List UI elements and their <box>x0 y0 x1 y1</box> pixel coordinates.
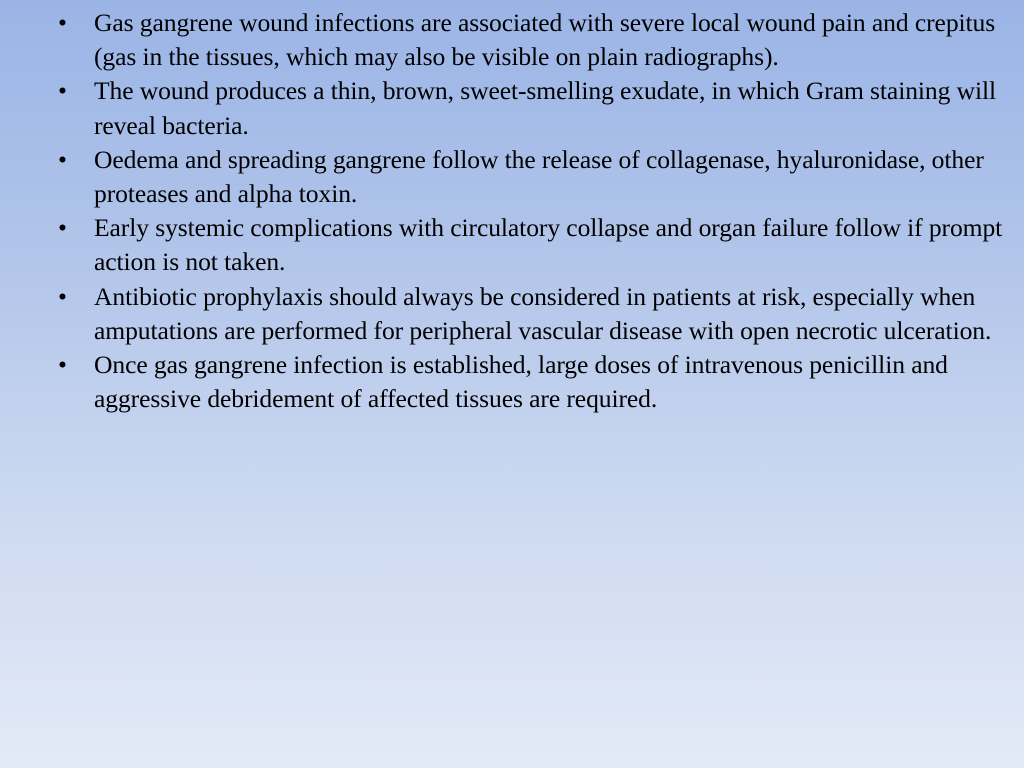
bullet-glyph: • <box>58 213 67 243</box>
bullet-item <box>58 348 1020 416</box>
bullet-item <box>58 6 1020 74</box>
bullet-glyph: • <box>58 8 67 37</box>
bullet-text: Antibiotic prophylaxis should always be considered in patients at risk, especially when amputations are performed for peripheral vascular disease with open necrotic ulceration. <box>94 281 992 345</box>
bullet-item <box>58 74 1020 142</box>
bullet-glyph: • <box>58 76 67 106</box>
bullet-glyph: • <box>58 144 67 174</box>
bullet-text: The wound produces a thin, brown, sweet-smelling exudate, in which Gram staining will reveal bacteria. <box>94 76 997 140</box>
bullet-item <box>58 143 1020 211</box>
bullet-text: Once gas gangrene infection is established, large doses of intravenous penicillin and aggressive debridement of affected tissues are required. <box>94 350 948 414</box>
bullet-item <box>58 280 1020 348</box>
bullet-item <box>58 211 1020 279</box>
bullet-glyph: • <box>58 281 67 311</box>
bullet-glyph: • <box>58 350 67 380</box>
bullet-text: Oedema and spreading gangrene follow the release of collagenase, hyaluronidase, other proteases and alpha toxin. <box>94 144 984 209</box>
bullet-text: Gas gangrene wound infections are associated with severe local wound pain and crepitus (gas in the tissues, which may also be visible on plain radiographs). <box>94 8 996 72</box>
bullet-text: Early systemic complications with circulatory collapse and organ failure follow if prompt action is not taken. <box>94 213 1003 277</box>
bullet-list <box>58 6 1020 416</box>
